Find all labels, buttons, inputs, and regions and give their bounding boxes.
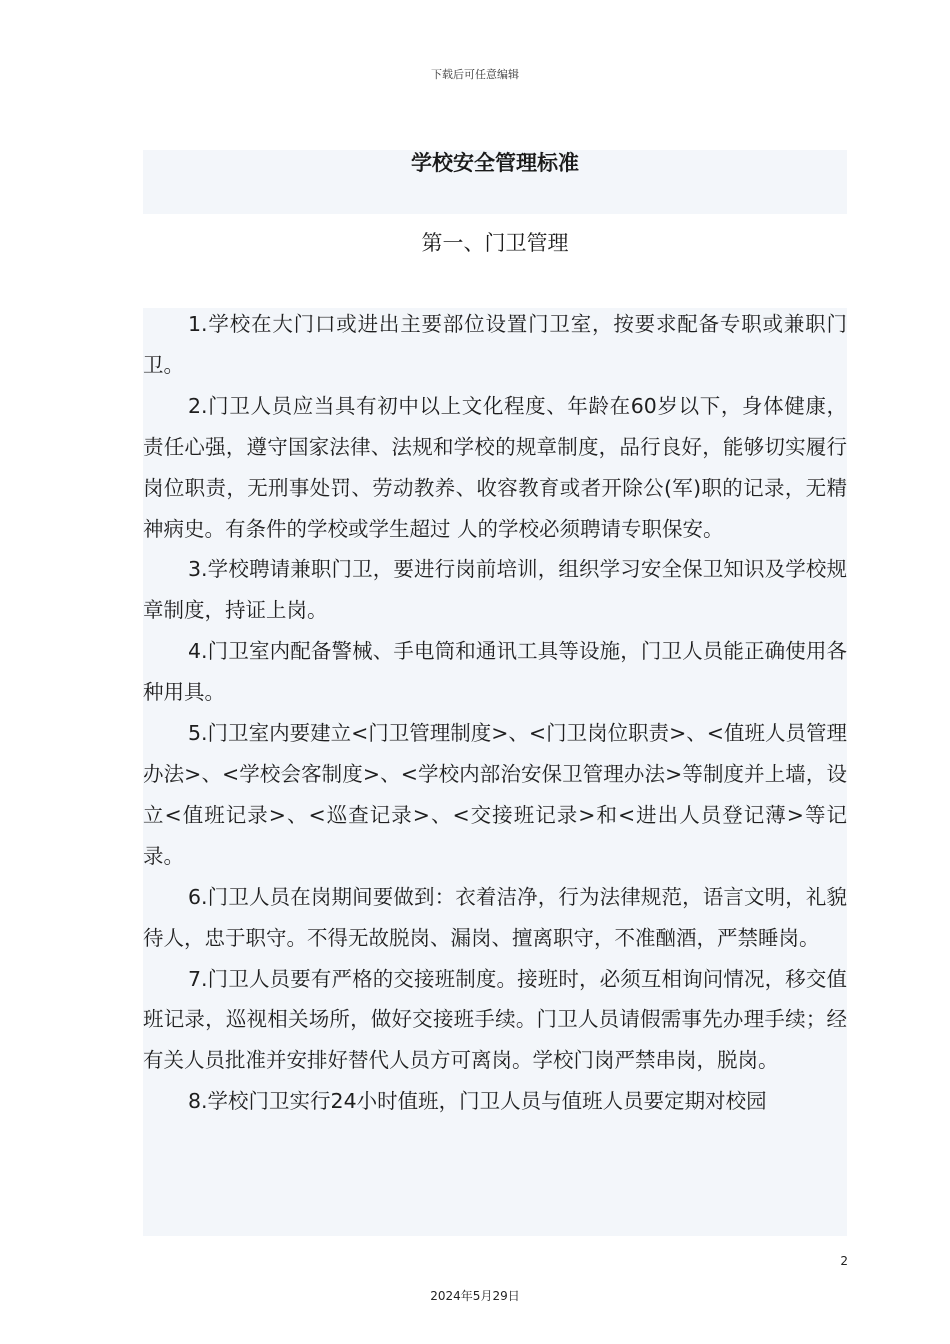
body-text: [143, 304, 847, 1122]
page-footer-date: 2024年5月29日: [430, 1289, 520, 1303]
page-header: 下载后可任意编辑: [431, 68, 519, 81]
paragraph-4: 4.门卫室内配备警械、手电筒和通讯工具等设施，门卫人员能正确使用各种用具。: [143, 639, 847, 705]
paragraph-7: 7.门卫人员要有严格的交接班制度。接班时，必须互相询问情况，移交值班记录，巡视相关场所，做好交接班手续。门卫人员请假需事先办理手续；经有关人员批准并安排好替代人员方可离岗。学校门岗严禁串岗，脱岗。: [143, 966, 847, 1073]
paragraph-6: 6.门卫人员在岗期间要做到：衣着洁净，行为法律规范，语言文明，礼貌待人，忠于职守。不得无故脱岗、漏岗、擅离职守，不准酗酒，严禁睡岗。: [143, 884, 847, 950]
page-number: 2: [840, 1254, 848, 1268]
paragraph-2: 2.门卫人员应当具有初中以上文化程度、年龄在60岁以下，身体健康，责任心强，遵守国家法律、法规和学校的规章制度，品行良好，能够切实履行岗位职责，无刑事处罚、劳动教养、收容教育或者开除公(军)职的记录，无精神病史。有条件的学校或学生超过 人的学校必须聘请专职保安。: [143, 393, 847, 541]
paragraph-3: 3.学校聘请兼职门卫，要进行岗前培训，组织学习安全保卫知识及学校规章制度，持证上岗。: [143, 557, 847, 623]
section-title: 第一、门卫管理: [421, 231, 569, 255]
document-title: 学校安全管理标准: [411, 151, 579, 175]
paragraph-1: 1.学校在大门口或进出主要部位设置门卫室，按要求配备专职或兼职门卫。: [143, 312, 847, 377]
paragraph-5: 5.门卫室内要建立<门卫管理制度>、<门卫岗位职责>、<值班人员管理办法>、<学校会客制度>、<学校内部治安保卫管理办法>等制度并上墙，设立<值班记录>、<巡查记录>、<交接班记录>和<进出人员登记薄>等记录。: [143, 721, 847, 868]
paragraph-8: 8.学校门卫实行24小时值班，门卫人员与值班人员要定期对校园: [188, 1089, 767, 1114]
